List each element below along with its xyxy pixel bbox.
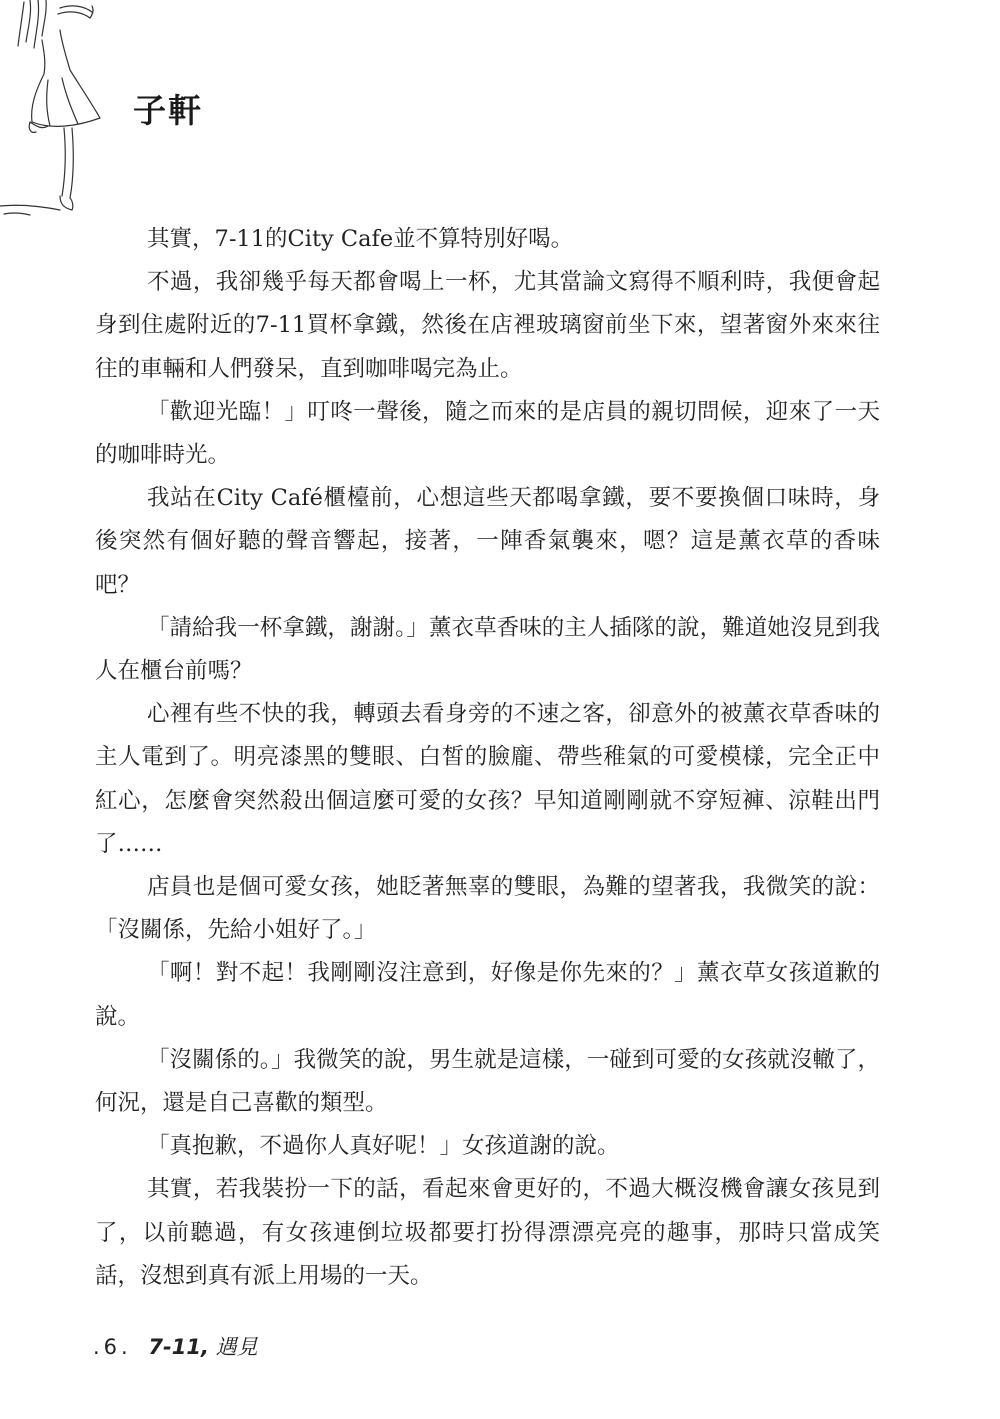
paragraph: 店員也是個可愛女孩，她眨著無辜的雙眼，為難的望著我，我微笑的說：「沒關係，先給小姐好了。」: [95, 874, 880, 944]
paragraph: 其實，若我裝扮一下的話，看起來會更好的，不過大概沒機會讓女孩見到了，以前聽過，有女孩連倒垃圾都要打扮得漂漂亮亮的趣事，那時只當成笑話，沒想到真有派上用場的一天。: [95, 1176, 880, 1289]
paragraph: 「沒關係的。」我微笑的說，男生就是這樣，一碰到可愛的女孩就沒轍了，何況，還是自己喜歡的類型。: [95, 1046, 880, 1117]
paragraph: 不過，我卻幾乎每天都會喝上一杯，尤其當論文寫得不順利時，我便會起身到住處附近的7-11買杯拿鐵，然後在店裡玻璃窗前坐下來，望著窗外來來往往的車輛和人們發呆，直到咖啡喝完為止。: [95, 269, 880, 382]
chapter-body: [95, 218, 880, 1298]
chapter-title: 子軒: [133, 91, 203, 130]
book-subtitle: 遇見: [215, 1335, 258, 1359]
paragraph: 「請給我一杯拿鐵，謝謝。」薰衣草香味的主人插隊的說，難道她沒見到我人在櫃台前嗎？: [95, 614, 880, 685]
paragraph: 其實，7-11的City Cafe並不算特別好喝。: [147, 226, 574, 252]
book-title: 7-11,: [148, 1335, 209, 1359]
paragraph: 我站在City Café櫃檯前，心想這些天都喝拿鐵，要不要換個口味時，身後突然有個好聽的聲音響起，接著，一陣香氣襲來，嗯？這是薰衣草的香味吧？: [95, 485, 880, 598]
page-footer: [93, 1331, 258, 1361]
paragraph: 「真抱歉，不過你人真好呢！」女孩道謝的說。: [147, 1133, 620, 1160]
paragraph: 心裡有些不快的我，轉頭去看身旁的不速之客，卻意外的被薰衣草香味的主人電到了。明亮漆黑的雙眼、白皙的臉龐、帶些稚氣的可愛模樣，完全正中紅心，怎麼會突然殺出個這麼可愛的女孩？早知道剛剛就不穿短褲、涼鞋出門了……: [95, 701, 880, 857]
paragraph: 「啊！對不起！我剛剛沒注意到，好像是你先來的？」薰衣草女孩道歉的說。: [95, 960, 880, 1030]
paragraph: 「歡迎光臨！」叮咚一聲後，隨之而來的是店員的親切問候，迎來了一天的咖啡時光。: [95, 398, 880, 469]
page-number: .6.: [93, 1335, 132, 1359]
girl-sketch-icon: [0, 0, 140, 225]
